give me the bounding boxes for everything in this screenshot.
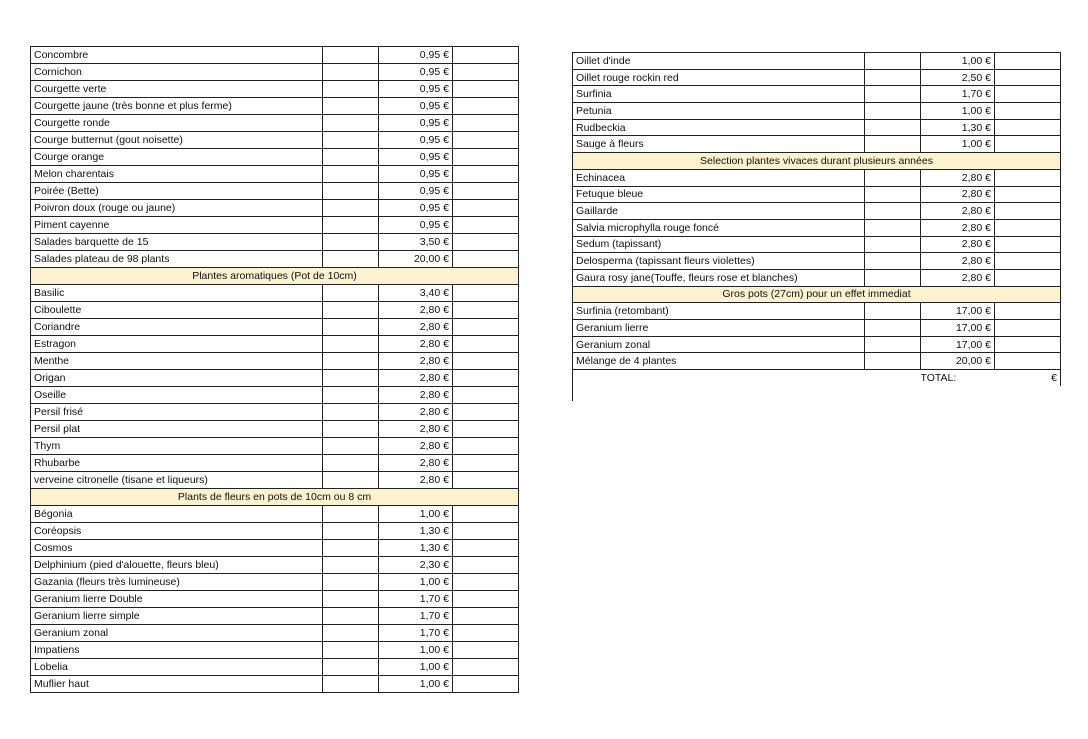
subtotal-cell[interactable] [995,136,1061,153]
table-bottom-spacer [573,386,1061,402]
table-row [31,506,519,523]
table-row [31,64,519,81]
plant-name-cell: Sauge à fleurs [573,136,865,153]
price-cell: 1,30 € [921,119,995,136]
table-row [573,53,1061,70]
plant-name-cell: Oillet d'inde [573,53,865,70]
plant-name-cell: Persil frisé [31,404,323,421]
price-cell: 3,50 € [379,234,453,251]
total-spacer [573,370,865,386]
price-cell: 2,80 € [921,169,995,186]
subtotal-cell[interactable] [453,387,519,404]
quantity-cell[interactable] [323,557,379,574]
plant-name-cell: Origan [31,370,323,387]
subtotal-cell[interactable] [453,438,519,455]
quantity-cell[interactable] [865,236,921,253]
quantity-cell[interactable] [323,115,379,132]
table-row [31,438,519,455]
table-row [573,219,1061,236]
plant-name-cell: Coréopsis [31,523,323,540]
subtotal-cell[interactable] [453,47,519,64]
subtotal-cell[interactable] [995,86,1061,103]
quantity-cell[interactable] [865,136,921,153]
table-row [31,234,519,251]
table-row [31,98,519,115]
price-cell: 1,00 € [379,642,453,659]
quantity-cell[interactable] [865,86,921,103]
price-cell: 20,00 € [921,353,995,370]
quantity-cell[interactable] [323,676,379,693]
quantity-cell[interactable] [323,200,379,217]
table-row [31,404,519,421]
plant-name-cell: verveine citronelle (tisane et liqueurs) [31,472,323,489]
subtotal-cell[interactable] [995,269,1061,286]
subtotal-cell[interactable] [453,404,519,421]
price-cell: 0,95 € [379,166,453,183]
quantity-cell[interactable] [865,186,921,203]
subtotal-cell[interactable] [453,166,519,183]
plant-name-cell: Melon charentais [31,166,323,183]
subtotal-cell[interactable] [453,625,519,642]
plant-name-cell: Rhubarbe [31,455,323,472]
subtotal-cell[interactable] [995,53,1061,70]
table-row [573,236,1061,253]
quantity-cell[interactable] [323,234,379,251]
plant-name-cell: Menthe [31,353,323,370]
plant-name-cell: Estragon [31,336,323,353]
quantity-cell[interactable] [323,285,379,302]
price-cell: 2,80 € [379,302,453,319]
price-cell: 1,00 € [921,53,995,70]
subtotal-cell[interactable] [453,234,519,251]
quantity-cell[interactable] [865,219,921,236]
price-cell: 2,80 € [921,219,995,236]
plant-name-cell: Mélange de 4 plantes [573,353,865,370]
quantity-cell[interactable] [323,217,379,234]
quantity-cell[interactable] [865,320,921,337]
price-cell: 1,00 € [921,136,995,153]
price-cell: 17,00 € [921,303,995,320]
quantity-cell[interactable] [323,591,379,608]
plant-name-cell: Courge butternut (gout noisette) [31,132,323,149]
quantity-cell[interactable] [865,69,921,86]
quantity-cell[interactable] [865,169,921,186]
subtotal-cell[interactable] [995,236,1061,253]
quantity-cell[interactable] [323,540,379,557]
price-cell: 2,80 € [379,370,453,387]
price-cell: 0,95 € [379,217,453,234]
table-row [31,574,519,591]
table-row [573,86,1061,103]
subtotal-cell[interactable] [453,336,519,353]
subtotal-cell[interactable] [453,64,519,81]
plant-name-cell: Delosperma (tapissant fleurs violettes) [573,253,865,270]
quantity-cell[interactable] [323,421,379,438]
subtotal-cell[interactable] [453,472,519,489]
section-header-row [31,268,519,285]
total-row [573,370,1061,386]
price-cell: 17,00 € [921,320,995,337]
quantity-cell[interactable] [865,203,921,220]
subtotal-cell[interactable] [995,103,1061,120]
price-cell: 1,00 € [921,103,995,120]
plant-name-cell: Geranium lierre simple [31,608,323,625]
quantity-cell[interactable] [323,64,379,81]
subtotal-cell[interactable] [995,320,1061,337]
table-row [573,253,1061,270]
plant-name-cell: Gaillarde [573,203,865,220]
quantity-cell[interactable] [323,302,379,319]
table-row [573,186,1061,203]
plant-name-cell: Delphinium (pied d'alouette, fleurs bleu) [31,557,323,574]
table-row [573,336,1061,353]
quantity-cell[interactable] [323,370,379,387]
subtotal-cell[interactable] [453,642,519,659]
plant-name-cell: Cosmos [31,540,323,557]
subtotal-cell[interactable] [995,119,1061,136]
subtotal-cell[interactable] [453,302,519,319]
price-cell: 1,70 € [379,625,453,642]
table-row [31,47,519,64]
plant-name-cell: Echinacea [573,169,865,186]
plant-name-cell: Thym [31,438,323,455]
price-cell: 0,95 € [379,81,453,98]
price-cell: 2,80 € [379,438,453,455]
price-cell: 2,80 € [921,269,995,286]
quantity-cell[interactable] [865,253,921,270]
plant-name-cell: Courge orange [31,149,323,166]
subtotal-cell[interactable] [453,574,519,591]
quantity-cell[interactable] [323,166,379,183]
price-cell: 2,80 € [379,472,453,489]
section-title: Gros pots (27cm) pour un effet immediat [573,286,1061,303]
table-row [573,353,1061,370]
quantity-cell[interactable] [865,119,921,136]
quantity-cell[interactable] [323,625,379,642]
subtotal-cell[interactable] [453,149,519,166]
subtotal-cell[interactable] [453,200,519,217]
price-cell: 1,00 € [379,506,453,523]
subtotal-cell[interactable] [453,591,519,608]
plant-name-cell: Lobelia [31,659,323,676]
table-row [31,421,519,438]
subtotal-cell[interactable] [453,370,519,387]
quantity-cell[interactable] [865,103,921,120]
table-row [31,591,519,608]
quantity-cell[interactable] [323,472,379,489]
quantity-cell[interactable] [323,353,379,370]
price-cell: 1,00 € [379,676,453,693]
plant-name-cell: Gaura rosy jane(Touffe, fleurs rose et blanches) [573,269,865,286]
price-cell: 0,95 € [379,115,453,132]
table-row [31,336,519,353]
table-row [573,103,1061,120]
table-row [31,319,519,336]
plant-name-cell: Impatiens [31,642,323,659]
table-row [31,370,519,387]
price-cell: 2,80 € [379,421,453,438]
plant-name-cell: Courgette ronde [31,115,323,132]
subtotal-cell[interactable] [453,506,519,523]
subtotal-cell[interactable] [453,132,519,149]
table-row [31,251,519,268]
section-title: Plants de fleurs en pots de 10cm ou 8 cm [31,489,519,506]
plant-name-cell: Salvia microphylla rouge foncé [573,219,865,236]
price-cell: 1,30 € [379,523,453,540]
subtotal-cell[interactable] [995,336,1061,353]
price-cell: 2,80 € [379,387,453,404]
plant-name-cell: Petunia [573,103,865,120]
table-row [31,625,519,642]
price-cell: 2,80 € [379,404,453,421]
quantity-cell[interactable] [323,387,379,404]
quantity-cell[interactable] [323,81,379,98]
subtotal-cell[interactable] [995,219,1061,236]
plant-name-cell: Fetuque bleue [573,186,865,203]
subtotal-cell[interactable] [995,303,1061,320]
price-cell: 1,70 € [379,591,453,608]
plant-name-cell: Persil plat [31,421,323,438]
price-cell: 0,95 € [379,149,453,166]
table-row [573,169,1061,186]
spacer-cell [573,386,865,402]
subtotal-cell[interactable] [453,455,519,472]
subtotal-cell[interactable] [995,169,1061,186]
quantity-cell[interactable] [323,523,379,540]
subtotal-cell[interactable] [453,659,519,676]
price-cell: 2,80 € [379,319,453,336]
price-cell: 2,30 € [379,557,453,574]
table-row [31,455,519,472]
table-row [573,119,1061,136]
subtotal-cell[interactable] [995,353,1061,370]
subtotal-cell[interactable] [453,353,519,370]
spacer-cell [921,386,995,402]
subtotal-cell[interactable] [453,115,519,132]
price-table-right [572,52,1061,401]
section-header-row [31,489,519,506]
table-row [31,149,519,166]
table-row [31,200,519,217]
price-cell: 2,80 € [379,455,453,472]
spacer-cell [995,386,1061,402]
table-row [573,320,1061,337]
section-title: Plantes aromatiques (Pot de 10cm) [31,268,519,285]
quantity-cell[interactable] [323,47,379,64]
price-cell: 2,80 € [921,203,995,220]
subtotal-cell[interactable] [453,523,519,540]
quantity-cell[interactable] [865,353,921,370]
quantity-cell[interactable] [323,183,379,200]
price-cell: 20,00 € [379,251,453,268]
quantity-cell[interactable] [323,506,379,523]
quantity-cell[interactable] [323,404,379,421]
price-cell: 0,95 € [379,183,453,200]
quantity-cell[interactable] [323,659,379,676]
table-row [31,217,519,234]
spacer-cell [865,386,921,402]
total-currency: € [995,370,1061,386]
subtotal-cell[interactable] [453,319,519,336]
subtotal-cell[interactable] [453,540,519,557]
price-cell: 0,95 € [379,64,453,81]
price-cell: 1,70 € [379,608,453,625]
plant-name-cell: Bégonia [31,506,323,523]
table-row [31,472,519,489]
price-cell: 1,70 € [921,86,995,103]
price-cell: 0,95 € [379,47,453,64]
plant-name-cell: Salades barquette de 15 [31,234,323,251]
subtotal-cell[interactable] [995,186,1061,203]
plant-name-cell: Courgette jaune (très bonne et plus ferme) [31,98,323,115]
quantity-cell[interactable] [323,438,379,455]
section-header-row [573,286,1061,303]
price-cell: 2,80 € [379,353,453,370]
plant-name-cell: Cornichon [31,64,323,81]
table-row [573,136,1061,153]
quantity-cell[interactable] [323,132,379,149]
plant-name-cell: Poirée (Bette) [31,183,323,200]
table-row [31,132,519,149]
price-cell: 17,00 € [921,336,995,353]
subtotal-cell[interactable] [995,69,1061,86]
quantity-cell[interactable] [323,336,379,353]
price-cell: 2,80 € [921,236,995,253]
subtotal-cell[interactable] [453,421,519,438]
plant-name-cell: Piment cayenne [31,217,323,234]
quantity-cell[interactable] [323,574,379,591]
plant-name-cell: Muflier haut [31,676,323,693]
price-cell: 2,50 € [921,69,995,86]
quantity-cell[interactable] [323,149,379,166]
table-row [31,659,519,676]
price-cell: 0,95 € [379,98,453,115]
price-cell: 2,80 € [921,253,995,270]
table-row [31,523,519,540]
table-row [31,387,519,404]
subtotal-cell[interactable] [995,253,1061,270]
quantity-cell[interactable] [323,251,379,268]
quantity-cell[interactable] [323,455,379,472]
table-row [31,540,519,557]
price-cell: 1,00 € [379,574,453,591]
plant-name-cell: Concombre [31,47,323,64]
table-row [573,69,1061,86]
table-row [31,302,519,319]
quantity-cell[interactable] [865,336,921,353]
section-header-row [573,153,1061,170]
plant-name-cell: Surfinia (retombant) [573,303,865,320]
table-row [31,557,519,574]
plant-name-cell: Coriandre [31,319,323,336]
plant-name-cell: Oillet rouge rockin red [573,69,865,86]
subtotal-cell[interactable] [453,285,519,302]
plant-name-cell: Surfinia [573,86,865,103]
plant-name-cell: Sedum (tapissant) [573,236,865,253]
table-row [31,115,519,132]
plant-name-cell: Salades plateau de 98 plants [31,251,323,268]
plant-name-cell: Ciboulette [31,302,323,319]
plant-name-cell: Geranium zonal [573,336,865,353]
quantity-cell[interactable] [323,319,379,336]
table-row [31,642,519,659]
price-cell: 2,80 € [921,186,995,203]
table-row [573,303,1061,320]
plant-name-cell: Geranium lierre [573,320,865,337]
table-row [573,203,1061,220]
quantity-cell[interactable] [323,608,379,625]
table-row [573,269,1061,286]
quantity-cell[interactable] [865,269,921,286]
quantity-cell[interactable] [865,53,921,70]
table-row [31,166,519,183]
total-spacer [865,370,921,386]
plant-name-cell: Basilic [31,285,323,302]
total-label: TOTAL: [920,371,957,384]
subtotal-cell[interactable] [995,203,1061,220]
price-cell: 0,95 € [379,132,453,149]
price-cell: 3,40 € [379,285,453,302]
subtotal-cell[interactable] [453,608,519,625]
subtotal-cell[interactable] [453,557,519,574]
subtotal-cell[interactable] [453,676,519,693]
plant-name-cell: Oseille [31,387,323,404]
quantity-cell[interactable] [323,98,379,115]
plant-name-cell: Gazania (fleurs très lumineuse) [31,574,323,591]
plant-name-cell: Geranium lierre Double [31,591,323,608]
plant-name-cell: Geranium zonal [31,625,323,642]
subtotal-cell[interactable] [453,183,519,200]
table-row [31,353,519,370]
plant-name-cell: Rudbeckia [573,119,865,136]
price-table-left [30,46,519,693]
price-cell: 0,95 € [379,200,453,217]
price-cell: 1,00 € [379,659,453,676]
price-cell: 1,30 € [379,540,453,557]
quantity-cell[interactable] [865,303,921,320]
subtotal-cell[interactable] [453,217,519,234]
table-row [31,676,519,693]
subtotal-cell[interactable] [453,251,519,268]
quantity-cell[interactable] [323,642,379,659]
price-cell: 2,80 € [379,336,453,353]
table-row [31,183,519,200]
subtotal-cell[interactable] [453,81,519,98]
table-row [31,285,519,302]
plant-name-cell: Poivron doux (rouge ou jaune) [31,200,323,217]
subtotal-cell[interactable] [453,98,519,115]
table-row [31,81,519,98]
section-title: Selection plantes vivaces durant plusieurs années [573,153,1061,170]
table-row [31,608,519,625]
plant-name-cell: Courgette verte [31,81,323,98]
